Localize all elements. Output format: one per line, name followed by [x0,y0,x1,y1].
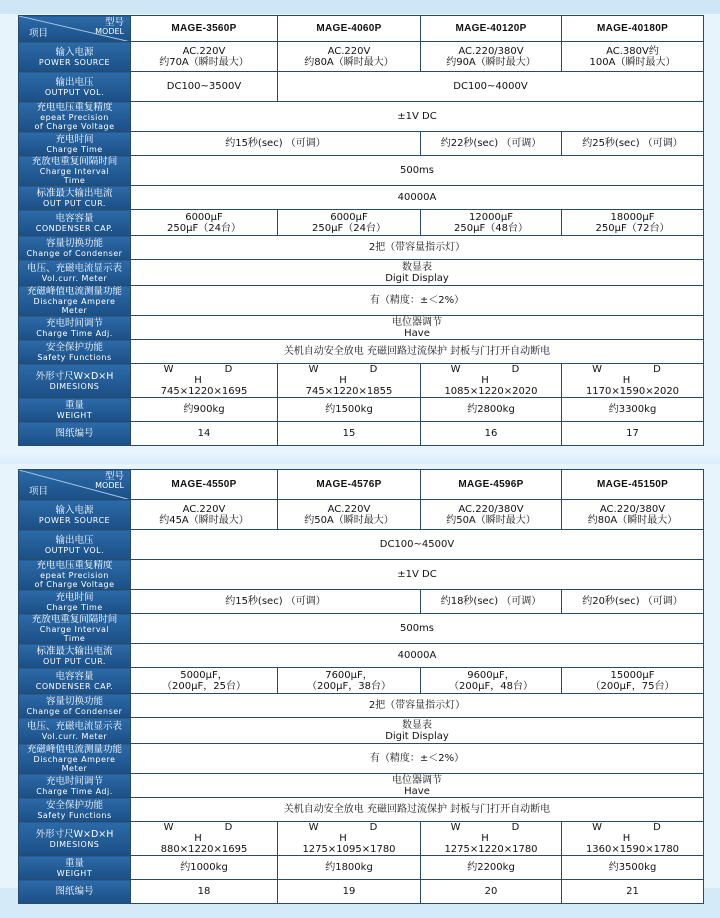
power-cell [562,500,704,530]
dims-header: W D H [592,822,685,844]
discharge-label [19,744,131,774]
power-cell [131,500,278,530]
label-en: WEIGHT [56,868,93,878]
corner-item-label: 项目 [29,28,49,39]
label-cn: 图纸编号 [55,886,94,897]
power-label [19,500,131,530]
dims-cell [421,822,562,856]
label-en: Charge Time Adj. [36,328,113,338]
middle-band [0,450,720,464]
weight-label [19,398,131,422]
power-current: 约70A（瞬时最大） [159,56,249,68]
label-en: OUT PUT CUR. [43,656,106,666]
meter-en: Digit Display [385,730,449,742]
dims-cell [562,822,704,856]
label-en: CONDENSER CAP. [35,223,114,233]
label-en: POWER SOURCE [38,515,111,525]
spec-table-1 [18,15,704,446]
label-cn: 标准最大输出电流 [36,187,113,199]
weight-cell: 约3300kg [562,398,704,422]
max-current-cell: 40000A [131,644,704,668]
header-row [19,470,704,500]
capacitor-units: 250μF（24台） [167,222,241,234]
dims-label [19,822,131,856]
capacitor-label [19,668,131,694]
capacitor-cell [278,210,421,236]
meter-cell [131,718,704,744]
meter-en: Digit Display [385,272,449,284]
drawing-label [19,880,131,904]
safety-cell: 关机自动安全放电 充磁回路过流保护 封板与门打开自动断电 [131,798,704,822]
capacitor-cell [562,668,704,694]
label-en: Charge Time [46,144,103,154]
label-cn: 标准最大输出电流 [36,645,113,657]
capacitor-total: 9600μF， [467,669,515,681]
label-en: Charge Interval [39,625,110,634]
max-current-label [19,644,131,668]
model-name: MAGE-4576P [278,470,421,500]
label-en: Time [63,176,86,185]
header-row [19,16,704,42]
time-adj-label [19,316,131,340]
discharge-row [19,744,704,774]
output-vol-cell: DC100~4000V [278,72,704,102]
label-cn: 充电电压重复精度 [36,102,113,113]
capacitor-cell [278,668,421,694]
label-cn: 安全保护功能 [45,799,103,811]
label-en: of Charge Voltage [34,580,115,589]
drawing-row [19,422,704,446]
corner-model-en: MODEL [95,481,124,490]
dims-header: W D H [308,364,402,386]
corner-model-cn: 型号 [104,17,124,28]
capacitor-units: （200μF，75台） [590,680,675,692]
drawing-cell: 16 [421,422,562,446]
output-vol-row [19,530,704,560]
label-en: Safety Functions [37,352,112,362]
power-voltage: AC.220V [327,45,371,57]
capacitor-row [19,210,704,236]
safety-label [19,340,131,364]
capacitor-total: 18000μF [610,211,655,223]
meter-cell [131,260,704,286]
capacitor-units: （200μF，38台） [307,680,391,692]
label-cn: 充电时间调节 [45,317,103,329]
time-adj-label [19,774,131,798]
corner-cell [19,470,131,500]
precision-label [19,560,131,590]
interval-cell: 500ms [131,156,704,186]
label-en: Charge Interval [39,167,110,176]
power-cell [421,500,562,530]
label-cn: 充电时间 [55,133,94,145]
label-en: Discharge Ampere [33,297,116,306]
label-cn: 充放电重复间隔时间 [31,156,118,167]
label-en: Time [63,634,86,643]
charge-time-row [19,132,704,156]
capacitor-cell [421,668,562,694]
label-en: Charge Time [46,602,103,612]
precision-cell: ±1V DC [131,560,704,590]
discharge-row [19,286,704,316]
label-en: Vol.curr. Meter [41,273,108,283]
meter-label [19,260,131,286]
weight-cell: 约900kg [131,398,278,422]
label-cn: 充磁峰值电流测量功能 [26,286,122,297]
label-cn: 容量切换功能 [45,237,103,249]
capacitor-units: （200μF，48台） [449,680,533,692]
label-en: WEIGHT [56,410,93,420]
switch-label [19,236,131,260]
meter-label [19,718,131,744]
label-cn: 安全保护功能 [45,341,103,353]
power-current: 约90A（瞬时最大） [446,56,536,68]
output-vol-cell: DC100~3500V [131,72,278,102]
safety-row [19,798,704,822]
label-cn: 电容容量 [55,670,94,682]
label-en: OUTPUT VOL. [44,87,105,97]
label-en: Change of Condenser [26,248,123,258]
drawing-cell: 20 [421,880,562,904]
discharge-label [19,286,131,316]
power-row [19,500,704,530]
top-band [0,0,720,14]
time-adj-cell [131,774,704,798]
weight-cell: 约2800kg [421,398,562,422]
corner-model-cn: 型号 [104,471,124,482]
dims-value: 1275×1095×1780 [302,844,396,855]
corner-cell [19,16,131,42]
label-cn: 输入电源 [55,504,94,516]
drawing-row [19,880,704,904]
interval-row [19,614,704,644]
label-en: OUT PUT CUR. [43,198,106,208]
capacitor-cell [562,210,704,236]
model-name: MAGE-40120P [421,16,562,42]
label-en: Vol.curr. Meter [41,731,108,741]
label-en: Charge Time Adj. [36,786,113,796]
max-current-row [19,644,704,668]
power-label [19,42,131,72]
label-cn: 电容容量 [55,212,94,224]
power-voltage: AC.220V [182,45,226,57]
capacitor-units: 250μF（48台） [454,222,528,234]
spec-table-2 [18,469,704,904]
label-cn: 充放电重复间隔时间 [31,614,118,625]
output-vol-row [19,72,704,102]
dims-value: 1275×1220×1780 [444,844,538,855]
dims-header: W D H [308,822,402,844]
time-adj-row [19,774,704,798]
label-cn: 电压、充磁电流显示表 [26,720,122,732]
label-en: Safety Functions [37,810,112,820]
label-cn: 容量切换功能 [45,695,103,707]
model-name: MAGE-4596P [421,470,562,500]
meter-row [19,260,704,286]
time-adj-row [19,316,704,340]
weight-label [19,856,131,880]
label-cn: 充电时间 [55,591,94,603]
capacitor-total: 5000μF， [180,669,228,681]
model-name: MAGE-4550P [131,470,278,500]
label-cn: 电压、充磁电流显示表 [26,262,122,274]
capacitor-units: 250μF（24台） [312,222,386,234]
model-name: MAGE-45150P [562,470,704,500]
charge-time-cell: 约18秒(sec) （可调） [421,590,562,614]
power-row [19,42,704,72]
label-cn: 输出电压 [55,534,94,546]
corner-item-label: 项目 [29,486,49,497]
charge-time-cell: 约15秒(sec) （可调） [131,132,421,156]
discharge-cell: 有（精度：±＜2%） [131,286,704,316]
charge-time-label [19,132,131,156]
label-en: Change of Condenser [26,706,123,716]
label-cn: 充电时间调节 [45,775,103,787]
capacitor-row [19,668,704,694]
safety-row [19,340,704,364]
drawing-label [19,422,131,446]
label-cn: 充磁峰值电流测量功能 [26,744,122,755]
max-current-label [19,186,131,210]
switch-row [19,236,704,260]
label-en: epeat Precision [40,113,109,122]
dims-cell [562,364,704,398]
label-en: POWER SOURCE [38,57,111,67]
label-cn: 图纸编号 [55,428,94,439]
label-en: DIMESIONS [49,381,100,391]
dims-value: 745×1220×1855 [305,386,393,397]
capacitor-total: 7600μF， [325,669,373,681]
output-vol-label [19,530,131,560]
interval-cell: 500ms [131,614,704,644]
capacitor-units: 250μF（72台） [595,222,670,234]
dims-header: W D H [592,364,685,386]
dims-cell [278,822,421,856]
capacitor-total: 12000μF [469,211,513,223]
capacitor-cell [421,210,562,236]
interval-row [19,156,704,186]
capacitor-total: 6000μF [330,211,368,223]
dims-header: W D H [450,364,544,386]
power-current: 约80A（瞬时最大） [587,514,678,526]
time-adj-cn: 电位器调节 [392,316,442,328]
discharge-cell: 有（精度：±＜2%） [131,744,704,774]
power-cell [278,42,421,72]
dims-row [19,822,704,856]
drawing-cell: 17 [562,422,704,446]
power-cell [562,42,704,72]
dims-value: 745×1220×1695 [160,386,248,397]
charge-time-row [19,590,704,614]
power-voltage: AC.220V [327,503,371,515]
time-adj-cn: 电位器调节 [392,774,442,786]
weight-cell: 约3500kg [562,856,704,880]
interval-label [19,156,131,186]
precision-cell: ±1V DC [131,102,704,132]
drawing-cell: 19 [278,880,421,904]
precision-row [19,102,704,132]
capacitor-label [19,210,131,236]
time-adj-en: Have [404,327,430,339]
power-cell [131,42,278,72]
dims-header: W D H [163,364,257,386]
capacitor-total: 6000μF [185,211,223,223]
dims-cell [131,822,278,856]
power-current: 约80A（瞬时最大） [304,56,394,68]
max-current-cell: 40000A [131,186,704,210]
charge-time-cell: 约22秒(sec) （可调） [421,132,562,156]
output-vol-cell: DC100~4500V [131,530,704,560]
label-cn: 外形寸尺W×D×H [35,370,114,382]
label-en: OUTPUT VOL. [44,545,105,555]
power-current: 100A（瞬时最大） [589,56,676,68]
weight-cell: 约2200kg [421,856,562,880]
charge-time-label [19,590,131,614]
precision-row [19,560,704,590]
label-cn: 输出电压 [55,76,94,88]
charge-time-cell: 约25秒(sec) （可调） [562,132,704,156]
label-cn: 外形寸尺W×D×H [35,828,114,840]
model-name: MAGE-3560P [131,16,278,42]
switch-row [19,694,704,718]
label-en: of Charge Voltage [34,122,115,131]
model-name: MAGE-4060P [278,16,421,42]
power-voltage: AC.220V [182,503,226,515]
label-en: epeat Precision [40,571,109,580]
meter-row [19,718,704,744]
model-name: MAGE-40180P [562,16,704,42]
dims-label [19,364,131,398]
charge-time-cell: 约15秒(sec) （可调） [131,590,421,614]
max-current-row [19,186,704,210]
time-adj-cell [131,316,704,340]
label-en: DIMESIONS [49,839,100,849]
dims-header: W D H [163,822,257,844]
meter-cn: 数显表 [402,719,432,731]
label-cn: 重量 [64,399,84,411]
drawing-cell: 21 [562,880,704,904]
capacitor-total: 15000μF [610,669,655,681]
power-voltage: AC.220/380V [458,45,524,57]
drawing-cell: 14 [131,422,278,446]
power-voltage: AC.220/380V [599,503,666,515]
weight-row [19,856,704,880]
dims-value: 1170×1590×2020 [585,386,680,397]
safety-cell: 关机自动安全放电 充磁回路过流保护 封板与门打开自动断电 [131,340,704,364]
switch-label [19,694,131,718]
precision-label [19,102,131,132]
dims-value: 1085×1220×2020 [444,386,538,397]
charge-time-cell: 约20秒(sec) （可调） [562,590,704,614]
weight-row [19,398,704,422]
dims-cell [421,364,562,398]
output-vol-label [19,72,131,102]
label-cn: 重量 [64,857,84,869]
capacitor-units: （200μF，25台） [162,680,246,692]
label-en: CONDENSER CAP. [35,681,114,691]
power-cell [421,42,562,72]
dims-row [19,364,704,398]
capacitor-cell [131,668,278,694]
dims-cell [278,364,421,398]
dims-value: 1360×1590×1780 [585,844,680,855]
drawing-cell: 15 [278,422,421,446]
label-en: Discharge Ampere [33,755,116,764]
power-current: 约45A（瞬时最大） [159,514,249,526]
dims-header: W D H [450,822,544,844]
dims-value: 880×1220×1695 [160,844,248,855]
corner-model-en: MODEL [95,27,124,36]
switch-cell: 2把（带容量指示灯） [131,236,704,260]
meter-cn: 数显表 [402,261,432,273]
drawing-cell: 18 [131,880,278,904]
weight-cell: 约1000kg [131,856,278,880]
power-current: 约50A（瞬时最大） [304,514,394,526]
label-cn: 充电电压重复精度 [36,560,113,571]
interval-label [19,614,131,644]
power-cell [278,500,421,530]
time-adj-en: Have [404,785,430,797]
weight-cell: 约1500kg [278,398,421,422]
capacitor-cell [131,210,278,236]
power-current: 约50A（瞬时最大） [446,514,536,526]
dims-cell [131,364,278,398]
label-en: Meter [61,764,88,773]
power-voltage: AC.380V约 [606,45,659,57]
weight-cell: 约1800kg [278,856,421,880]
switch-cell: 2把（带容量指示灯） [131,694,704,718]
power-voltage: AC.220/380V [458,503,524,515]
label-en: Meter [61,306,88,315]
label-cn: 输入电源 [55,46,94,58]
safety-label [19,798,131,822]
